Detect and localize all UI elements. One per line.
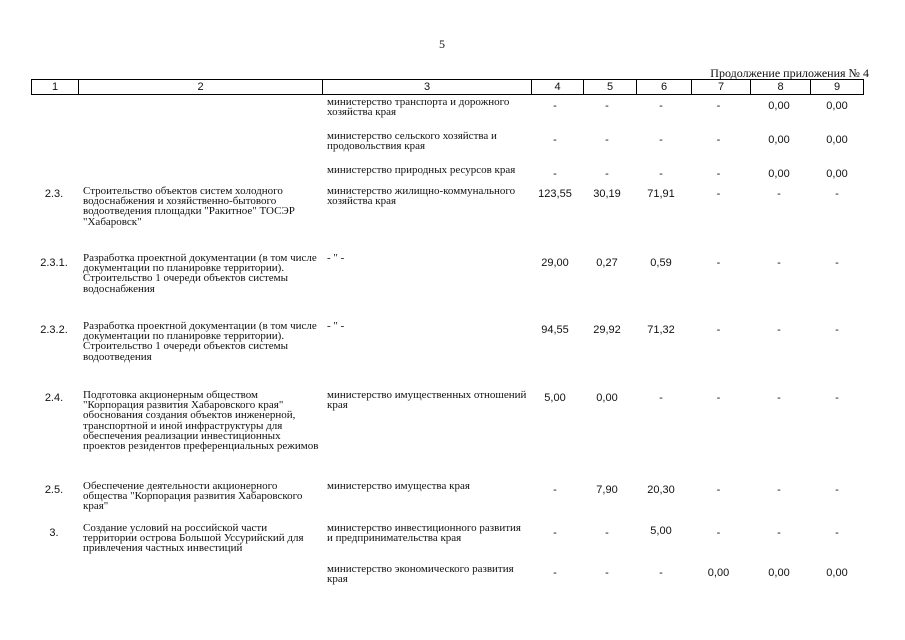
- value-col5: 30,19: [593, 188, 621, 200]
- value-col4: -: [553, 567, 557, 579]
- row-agency: - " -: [327, 252, 345, 264]
- value-col8: -: [777, 527, 781, 539]
- row-agency: министерство экономического развития края: [327, 563, 514, 586]
- value-col7: -: [716, 188, 721, 200]
- value-col4: -: [553, 484, 557, 496]
- value-col8: 0,00: [768, 168, 790, 180]
- value-col8: -: [777, 392, 781, 404]
- column-header: 8: [751, 80, 811, 95]
- continuation-label: Продолжение приложения № 4: [710, 66, 869, 80]
- value-col4: 29,00: [541, 257, 569, 269]
- value-col4: 5,00: [544, 392, 566, 404]
- value-col9: -: [835, 484, 839, 496]
- value-col4: 123,55: [538, 188, 572, 200]
- row-number: 3.: [49, 527, 59, 539]
- value-col9: 0,00: [826, 168, 848, 180]
- value-col7: 0,00: [707, 567, 730, 579]
- value-col6: 71,91: [647, 188, 675, 200]
- value-col5: 0,00: [596, 392, 618, 404]
- value-col8: 0,00: [768, 567, 790, 579]
- page-number: 5: [439, 37, 445, 51]
- value-col5: 29,92: [593, 324, 621, 336]
- value-col9: -: [835, 527, 839, 539]
- column-header: 3: [323, 80, 532, 95]
- column-header: 7: [692, 80, 751, 95]
- value-col7: -: [716, 527, 721, 539]
- value-col4: -: [553, 134, 557, 146]
- value-col4: -: [553, 168, 557, 180]
- row-agency: министерство природных ресурсов края: [327, 164, 516, 176]
- row-number: 2.3.2.: [40, 324, 68, 336]
- column-header: 2: [79, 80, 323, 95]
- value-col7: -: [716, 484, 721, 496]
- value-col6: -: [659, 392, 663, 404]
- value-col6: 71,32: [647, 324, 675, 336]
- value-col5: 7,90: [596, 484, 618, 496]
- column-header: 6: [637, 80, 692, 95]
- row-title: Подготовка акционерным обществом "Корпорация развития Хабаровского края" обоснования создания объектов инженерной, транспортной и иной инфраструктуры для обеспечения реализации инвестиционных проектов резидентов преференциальных режимов: [83, 389, 319, 453]
- row-number: 2.3.: [44, 188, 64, 200]
- value-col8: -: [777, 257, 781, 269]
- row-agency: министерство инвестиционного развития и предпринимательства края: [327, 522, 521, 545]
- value-col7: -: [716, 134, 721, 146]
- value-col6: 0,59: [650, 257, 672, 269]
- value-col6: -: [659, 168, 663, 180]
- value-col9: 0,00: [826, 134, 848, 146]
- value-col5: 0,27: [596, 257, 618, 269]
- row-title: Обеспечение деятельности акционерного общества "Корпорация развития Хабаровского края": [83, 480, 303, 513]
- value-col8: -: [777, 484, 781, 496]
- value-col4: -: [553, 527, 557, 539]
- value-col5: -: [605, 527, 609, 539]
- row-agency: министерство имущественных отношений края: [327, 389, 527, 412]
- column-header: 4: [532, 80, 584, 95]
- value-col8: 0,00: [768, 134, 790, 146]
- value-col8: 0,00: [768, 100, 790, 112]
- column-header: 9: [811, 80, 864, 95]
- value-col7: -: [716, 392, 721, 404]
- value-col9: -: [835, 188, 839, 200]
- row-agency: министерство сельского хозяйства и продовольствия края: [327, 130, 497, 153]
- row-title: Создание условий на российской части территории острова Большой Уссурийский для привлечения частных инвестиций: [83, 522, 304, 555]
- value-col7: -: [716, 100, 721, 112]
- value-col9: -: [835, 324, 839, 336]
- value-col8: -: [777, 324, 781, 336]
- row-title: Разработка проектной документации (в том числе документации по планировке территории). Строительство 1 очереди объектов системы водоснабжения: [83, 252, 317, 295]
- row-agency: министерство жилищно-коммунального хозяйства края: [327, 185, 516, 208]
- column-header-row: [31, 79, 864, 95]
- value-col7: -: [716, 168, 721, 180]
- column-header: 1: [32, 80, 79, 95]
- value-col5: -: [605, 100, 609, 112]
- value-col9: 0,00: [826, 567, 848, 579]
- row-agency: министерство транспорта и дорожного хозяйства края: [327, 96, 510, 119]
- row-number: 2.3.1.: [40, 257, 68, 269]
- row-number: 2.5.: [44, 484, 64, 496]
- value-col9: -: [835, 257, 839, 269]
- row-title: Разработка проектной документации (в том числе документации по планировке территории). Строительство 1 очереди объектов системы водоотведения: [83, 320, 317, 363]
- value-col5: -: [605, 168, 609, 180]
- value-col7: -: [716, 324, 721, 336]
- value-col4: -: [553, 100, 557, 112]
- value-col6: 20,30: [647, 484, 675, 496]
- value-col5: -: [605, 134, 609, 146]
- value-col6: -: [659, 134, 663, 146]
- value-col6: -: [659, 100, 663, 112]
- value-col6: -: [659, 567, 663, 579]
- row-agency: - " -: [327, 320, 345, 332]
- value-col4: 94,55: [541, 324, 569, 336]
- value-col9: 0,00: [826, 100, 848, 112]
- value-col5: -: [605, 567, 609, 579]
- column-header: 5: [584, 80, 637, 95]
- row-number: 2.4.: [44, 392, 64, 404]
- row-agency: министерство имущества края: [327, 480, 470, 492]
- value-col7: -: [716, 257, 721, 269]
- value-col9: -: [835, 392, 839, 404]
- value-col6: 5,00: [650, 525, 672, 537]
- row-title: Строительство объектов систем холодного водоснабжения и хозяйственно-бытового водоотведения площадки "Ракитное" ТОСЭР "Хабаровск": [83, 185, 295, 228]
- value-col8: -: [777, 188, 781, 200]
